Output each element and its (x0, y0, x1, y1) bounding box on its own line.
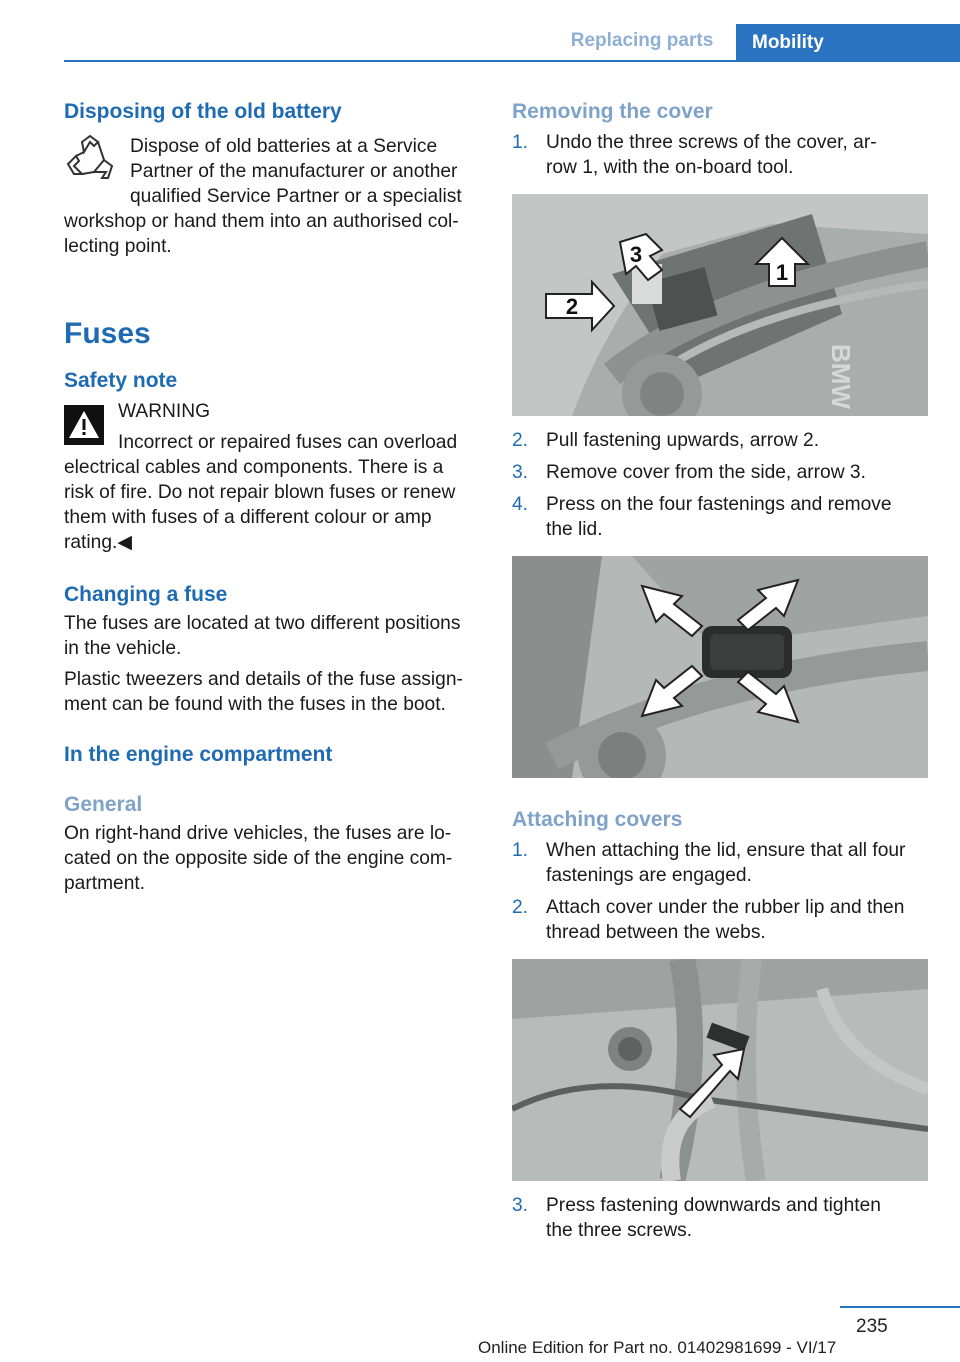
changing-line-1: The fuses are located at two different positions (64, 613, 461, 634)
footer-rule (840, 1306, 960, 1308)
step-text: Press fastening downwards and tighten (546, 1195, 881, 1216)
removing-steps-1 (512, 130, 930, 180)
step-number: 4. (512, 494, 529, 515)
step-text: the three screws. (546, 1220, 693, 1241)
header-rule (64, 60, 960, 62)
general-line-1: On right-hand drive vehicles, the fuses are lo- (64, 823, 452, 844)
warning-line-5: rating.◀ (64, 532, 133, 553)
recycle-note (64, 134, 482, 209)
step-number: 2. (512, 897, 529, 918)
list-item (512, 428, 930, 453)
disposing-line-3: qualified Service Partner or a specialist (130, 186, 462, 207)
warning-line-2: electrical cables and components. There is a (64, 457, 444, 478)
attaching-covers-heading: Attaching covers (512, 808, 683, 831)
step-text: When attaching the lid, ensure that all four (546, 840, 906, 861)
warning-icon (64, 405, 104, 445)
disposing-line-2: Partner of the manufacturer or another (130, 161, 458, 182)
rubber-lip-photo (512, 959, 928, 1181)
disposing-line-5: lecting point. (64, 236, 172, 257)
arrow-label-3: 3 (629, 242, 643, 267)
step-text: Pull fastening upwards, arrow 2. (546, 430, 820, 451)
engine-brand-text: BMW (826, 344, 856, 409)
recycle-icon (64, 134, 116, 188)
general-line-2: cated on the opposite side of the engine com- (64, 848, 453, 869)
rubber-lip-illustration (512, 959, 928, 1181)
general-line-3: partment. (64, 873, 146, 894)
warning-note (64, 399, 482, 455)
disposing-line-1: Dispose of old batteries at a Service (130, 136, 438, 157)
step-number: 1. (512, 132, 529, 153)
changing-line-2: in the vehicle. (64, 638, 182, 659)
page-number: 235 (856, 1316, 888, 1337)
warning-line-3: risk of fire. Do not repair blown fuses or renew (64, 482, 456, 503)
attaching-steps-2 (512, 1193, 930, 1243)
step-text: Remove cover from the side, arrow 3. (546, 462, 866, 483)
arrow-label-1: 1 (775, 260, 789, 285)
attaching-steps-1 (512, 838, 930, 945)
right-column (512, 100, 930, 1250)
step-text: Attach cover under the rubber lip and then (546, 897, 905, 918)
step-number: 3. (512, 462, 529, 483)
safety-note-heading: Safety note (64, 369, 178, 392)
list-item (512, 1193, 930, 1243)
fuses-heading: Fuses (64, 317, 151, 350)
step-text: row 1, with the on-board tool. (546, 157, 794, 178)
warning-line-1: Incorrect or repaired fuses can overload (118, 432, 458, 453)
step-text: Press on the four fastenings and remove (546, 494, 892, 515)
fuse-lid-illustration (512, 556, 928, 778)
list-item (512, 130, 930, 180)
step-number: 1. (512, 840, 529, 861)
header-tab-mobility: Mobility (736, 24, 960, 62)
step-text: Undo the three screws of the cover, ar- (546, 132, 877, 153)
fuse-box-lid-photo (512, 556, 928, 778)
removing-steps-2 (512, 428, 930, 542)
header-section: Replacing parts (570, 30, 714, 51)
edition-note: Online Edition for Part no. 01402981699 - VI/17 (478, 1338, 837, 1357)
list-item (512, 895, 930, 945)
list-item (512, 492, 930, 542)
engine-cover-illustration (512, 194, 928, 416)
disposing-line-4: workshop or hand them into an authorised col- (64, 211, 459, 232)
warning-line-4: them with fuses of a different colour or amp (64, 507, 432, 528)
engine-cover-photo (512, 194, 928, 416)
step-number: 2. (512, 430, 529, 451)
step-text: thread between the webs. (546, 922, 766, 943)
changing-line-3: Plastic tweezers and details of the fuse assign- (64, 669, 463, 690)
disposing-heading: Disposing of the old battery (64, 100, 342, 123)
step-number: 3. (512, 1195, 529, 1216)
general-heading: General (64, 793, 143, 816)
warning-label: WARNING (118, 401, 211, 422)
list-item (512, 838, 930, 888)
engine-compartment-heading: In the engine compartment (64, 743, 333, 766)
removing-cover-heading: Removing the cover (512, 100, 713, 123)
step-text: the lid. (546, 519, 603, 540)
arrow-label-2: 2 (565, 294, 579, 319)
left-column (64, 100, 482, 896)
changing-line-4: ment can be found with the fuses in the boot. (64, 694, 446, 715)
list-item (512, 460, 930, 485)
changing-fuse-heading: Changing a fuse (64, 583, 228, 606)
step-text: fastenings are engaged. (546, 865, 752, 886)
